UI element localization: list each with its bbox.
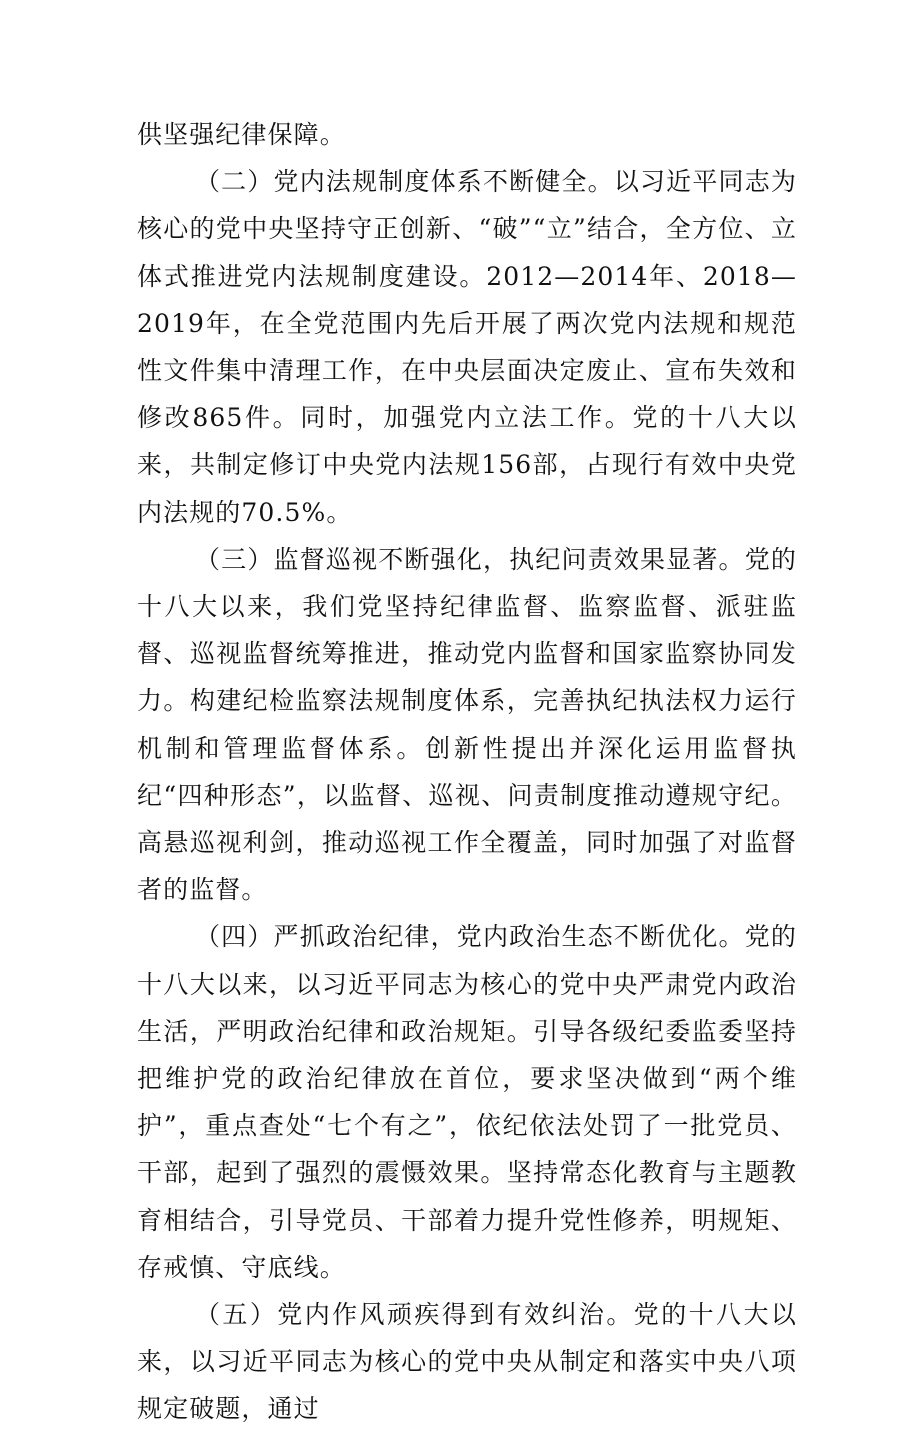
paragraph-continuation: 供坚强纪律保障。: [137, 120, 346, 149]
body-text: [137, 111, 797, 1433]
paragraph-section-5: （五）党内作风顽疾得到有效纠治。党的十八大以来，以习近平同志为核心的党中央从制定和落实中央八项规定破题，通过: [137, 1300, 797, 1424]
paragraph-section-2: （二）党内法规制度体系不断健全。以习近平同志为核心的党中央坚持守正创新、“破”“立”结合，全方位、立体式推进党内法规制度建设。2012—2014年、2018—2019年，在全党范围内先后开展了两次党内法规和规范性文件集中清理工作，在中央层面决定废止、宣布失效和修改865件。同时，加强党内立法工作。党的十八大以来，共制定修订中央党内法规156部，占现行有效中央党内法规的70.5%。: [137, 167, 797, 527]
paragraph-section-4: （四）严抓政治纪律，党内政治生态不断优化。党的十八大以来，以习近平同志为核心的党中央严肃党内政治生活，严明政治纪律和政治规矩。引导各级纪委监委坚持把维护党的政治纪律放在首位，要求坚决做到“两个维护”，重点查处“七个有之”，依纪依法处罚了一批党员、干部，起到了强烈的震慑效果。坚持常态化教育与主题教育相结合，引导党员、干部着力提升党性修养，明规矩、存戒慎、守底线。: [137, 922, 797, 1282]
paragraph-section-3: （三）监督巡视不断强化，执纪问责效果显著。党的十八大以来，我们党坚持纪律监督、监察监督、派驻监督、巡视监督统筹推进，推动党内监督和国家监察协同发力。构建纪检监察法规制度体系，完善执纪执法权力运行机制和管理监督体系。创新性提出并深化运用监督执纪“四种形态”，以监督、巡视、问责制度推动遵规守纪。高悬巡视利剑，推动巡视工作全覆盖，同时加强了对监督者的监督。: [137, 544, 797, 905]
